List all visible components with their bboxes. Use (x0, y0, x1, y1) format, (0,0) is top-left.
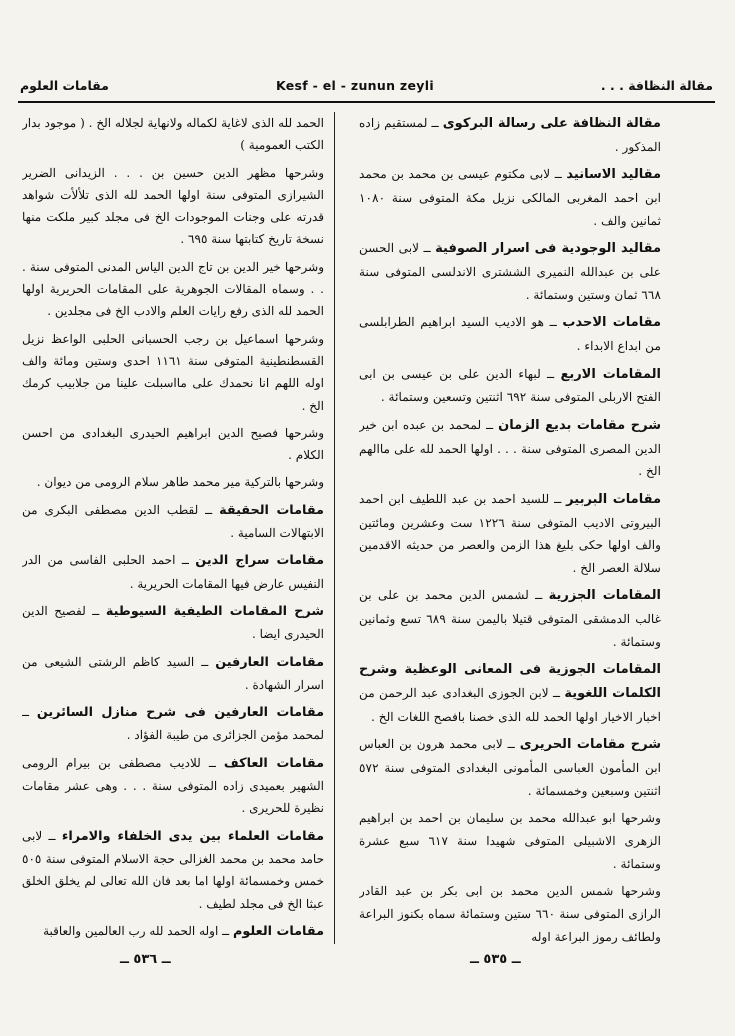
entry (359, 807, 661, 875)
entry (22, 328, 324, 417)
entry-body: ــ للاديب مصطفى بن بيرام الرومى الشهير بعميدى زاده المتوفى سنة . . . وهى عشر مقامات نظيرة للحريرى . (22, 755, 324, 816)
entry (359, 363, 661, 409)
entry (359, 584, 661, 653)
right-column (359, 112, 661, 952)
entry-heading: مقاليد الوجودية فى اسرار الصوفية (435, 241, 661, 257)
entry-heading: شرح مقامات الحريرى (519, 737, 661, 753)
entry-body: ــ لشمس الدين محمد بن على بن غالب الدمشقى المتوفى قتيلا باليمن سنة ٦٨٩ تسع وثمانين وستمائة . (359, 588, 661, 649)
entry-heading: شرح المقامات الطيفية السيوطية (105, 603, 324, 619)
entry-heading: مقاليد الاسانيد (566, 167, 661, 183)
entry-heading: مقامات العاكف (223, 755, 324, 771)
entry (359, 414, 661, 483)
entry-body: ــ لقطب الدين مصطفى البكرى من الابتهالات السامية . (22, 502, 324, 541)
entry-body: ــ لابى محمد هرون بن العباس ابن المأمون العباسى المأمونى البغدادى المتوفى سنة ٥٧٢ اثنتين وسبعين وخمسمائة . (359, 737, 661, 798)
entry (22, 112, 324, 157)
entry (359, 311, 661, 357)
entry (22, 499, 324, 545)
entry (359, 163, 661, 232)
entry-body: ــ لبهاء الدين على بن عيسى بن ابى الفتح الاربلى المتوفى سنة ٦٩٢ اثنتين وتسعين وستمائة . (359, 366, 661, 405)
entry (22, 825, 324, 915)
entry (22, 752, 324, 820)
entry-heading: مقامات الاحدب (562, 315, 661, 331)
header-left-title: مقامات العلوم (20, 77, 109, 93)
entry-body: ــ لابن الجوزى البغدادى عبد الرحمن من اخبار الاخيار اولها الحمد لله الذى خصنا بافصح اللغات الخ . (359, 686, 661, 724)
entry-body: ــ لابى الحسن على بن عبدالله النميرى الششترى الاندلسى المتوفى سنة ٦٦٨ ثمان وستين وستمائة . (359, 241, 661, 302)
entry-body: ــ اوله الحمد لله رب العالمين والعاقبة (43, 923, 230, 938)
entry-body: ــ لابى مكتوم عيسى بن محمد بن محمد ابن احمد المغربى المالكى نزيل مكة المتوفى سنة ١٠٨٠ ثمانين والف . (359, 167, 661, 228)
entry-body: ــ للسيد احمد بن عبد اللطيف ابن احمد البيروتى الاديب المتوفى سنة ١٢٢٦ ست وعشرين ومائتين والف اولها حكى بليغ هذا الزمن والعصر من حديثه الاقدمين سلالة العصر الخ . (359, 491, 661, 575)
entry (359, 658, 661, 728)
header-right-title: مقالة النظافة . . . (600, 77, 713, 93)
running-header (20, 74, 713, 96)
entry (22, 162, 324, 251)
entry-heading: مقامات الحقيقة (219, 502, 324, 518)
entry-body: ــ هو الاديب السيد ابراهيم الطرابلسى من ابداع الابداء . (359, 315, 661, 353)
entry-body: ــ لفصيح الدين الحيدرى ايضا . (22, 603, 324, 642)
entry-heading: مقامات العلماء بين يدى الخلفاء والامراء (61, 828, 324, 844)
header-center-title: Kesf - el - zunun zeyli (275, 77, 434, 93)
entry (359, 880, 661, 948)
entry-body: وشرحها اسماعيل بن رجب الحسبانى الحلبى الواعظ نزيل القسطنطينية المتوفى سنة ١١٦١ احدى وستين ومائة والف اوله اللهم انا نحمدك على مااسبلت علينا من جلابيب كرمك الخ . (22, 331, 324, 413)
entry-body: وشرحها خير الدين بن تاج الدين الياس المدنى المتوفى سنة . . . وسماه المقالات الجوهرية على المقامات الحريرية اولها الحمد لله الذى رفع رايات العلم والادب الخ فى مجلدين . (22, 259, 324, 319)
entry-body: وشرحها فصيح الدين ابراهيم الحيدرى البغدادى من احسن الكلام . (22, 425, 324, 463)
entry-body: وشرحها بالتركية مير محمد طاهر سلام الرومى من ديوان . (36, 475, 324, 490)
left-column (22, 112, 324, 952)
entry-heading: مقامات العلوم (232, 923, 324, 939)
entry (22, 701, 324, 747)
entry-heading: المقامات الجوزية فى المعانى الوعظية وشرح الكلمات اللغوية (359, 662, 661, 702)
entry-heading: المقامات الجزرية (548, 588, 661, 604)
page-number-right: ــ ٥٣٥ ــ (470, 952, 521, 967)
entry-body: وشرحها مظهر الدين حسين بن . . . الزيدانى الضرير الشيرازى المتوفى سنة اولها الحمد لله الذى تلألأت شواهد قدرته على وجنات الموجودات الخ فى مجلد كبير ملكت منها نسخة تاريخ كتابتها سنة ٦٩٥ . (22, 165, 324, 247)
entry (22, 651, 324, 697)
entry (359, 237, 661, 306)
page-number-left: ــ ٥٣٦ ــ (120, 952, 171, 967)
entry-heading: مقامات العارفين فى شرح منازل السائرين (36, 705, 324, 721)
entry-body: ــ لابى حامد محمد بن محمد الغزالى حجة الاسلام المتوفى سنة ٥٠٥ خمس وخمسمائة اولها اما بعد فان الله تعالى لم يخلق الخلق عبثا الخ فى مجلد لطيف . (22, 828, 324, 911)
entry (22, 422, 324, 467)
entry-body: ــ لمحمد مؤمن الجزائرى من طيبة الفؤاد . (22, 705, 324, 743)
entry (359, 733, 661, 802)
entry-heading: مقامات سراج الدين (195, 553, 324, 569)
entry (22, 920, 324, 943)
entry-body: ــ لمستقيم زاده المذكور . (359, 116, 661, 154)
entry-body: ــ احمد الحلبى الفاسى من الدر النفيس عارض فيها المقامات الحريرية . (22, 553, 324, 591)
entry-body: وشرحها ابو عبدالله محمد بن سليمان بن احمد بن ابراهيم الزهرى الاشبيلى المتوفى شهيدا سنة ٦١٧ سبع عشرة وستمائة . (359, 811, 661, 871)
entry (22, 600, 324, 646)
header-rule (18, 101, 715, 103)
column-divider (334, 112, 335, 944)
entry-heading: مقالة النظافة على رسالة البركوى (442, 116, 661, 131)
entry-heading: المقامات الاربع (560, 366, 661, 382)
entry-body: وشرحها شمس الدين محمد بن ابى بكر بن عبد القادر الرازى المتوفى سنة ٦٦٠ ستين وستمائة سماه بكنوز البراعة ولطائف رموز البراعة اوله (359, 884, 661, 944)
entry-heading: مقامات البربير (566, 491, 661, 507)
entry (22, 256, 324, 323)
entry (359, 488, 661, 580)
entry-body: ــ السيد كاظم الرشتى الشيعى من اسرار الشهادة . (22, 654, 324, 692)
entry-heading: مقامات العارفين (215, 654, 324, 670)
entry-body: ــ لمحمد بن عبده ابن خير الدين المصرى المتوفى سنة . . . اولها الحمد لله على ماالهم الخ . (359, 417, 661, 479)
entry (359, 112, 661, 158)
entry (22, 471, 324, 493)
entry-body: الحمد لله الذى لاغاية لكماله ولانهاية لجلاله الخ . ( موجود بدار الكتب العمومية ) (22, 116, 324, 153)
entry (22, 549, 324, 595)
entry-heading: شرح مقامات بديع الزمان (498, 417, 661, 433)
